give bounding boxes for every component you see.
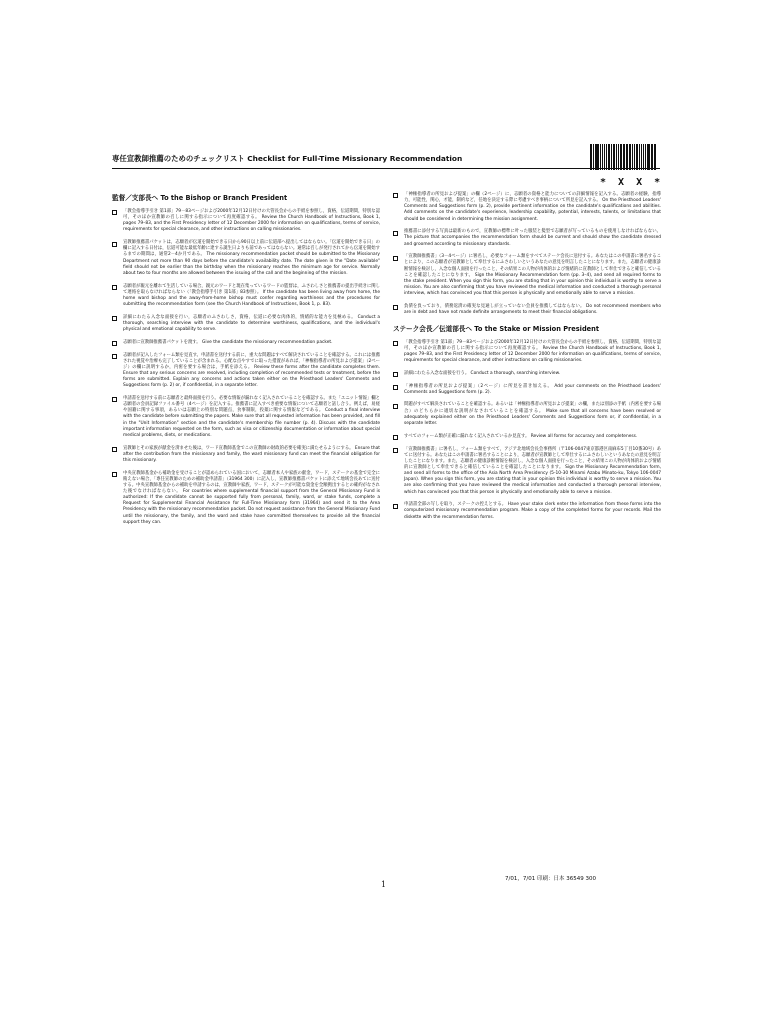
barcode-bar: [616, 144, 617, 170]
barcode-bar: [611, 144, 612, 170]
barcode-bar: [629, 144, 632, 170]
checklist-item-text: 問題がすべて解決されていることを確認する。あるいは「神権指導者の所見および提案」の欄，または別添の手紙（内密を要する場合）のどちらかに適切な説明がなされていることを確認する。 Make sure that all concerns have been resolved or adequately explained either on the Priesthood Leaders' Comments and Suggestions form or, if confidential, in a separate letter.: [404, 402, 661, 426]
checklist-bishop: [112, 209, 380, 526]
barcode-bar: [632, 144, 633, 170]
checkbox[interactable]: [393, 448, 398, 453]
checklist-item: [112, 396, 380, 439]
checklist-item: [112, 284, 380, 309]
checkbox[interactable]: [393, 404, 398, 409]
barcode-bar: [624, 144, 625, 170]
checklist-stake: [393, 340, 661, 521]
checklist-item-text: 「教会指導手引き 第1部」79－83ページおよび2000年12月12日付けの大管長会からの手紙を参照し，資格，伝道期間，特別な認可，そのほか宣教師の召しに関する指示について再度確認する。 Review the Church Handbook of Instructions, Book 1, pages 79–83, and the First Presidency letter of 12 December 2000 for information on qualifications, terms of service, requirements for special clearance, and other instructions on calling missionaries.: [123, 209, 380, 233]
checkbox[interactable]: [112, 472, 117, 477]
checkbox[interactable]: [112, 397, 117, 402]
page-title: 専任宣教師推薦のためのチェックリスト Checklist for Full-Time Missionary Recommendation: [112, 150, 660, 169]
section-heading-stake: ステーク会長／伝道部長へ To the Stake or Mission President: [393, 324, 599, 333]
checkbox[interactable]: [393, 372, 398, 377]
checkbox[interactable]: [112, 354, 117, 359]
checklist-item: [393, 371, 661, 377]
checkbox[interactable]: [112, 242, 117, 247]
checkbox[interactable]: [393, 504, 398, 509]
checklist-item-text: 「神権指導者の所見および提案」の欄（2ページ）に，志願者の資格と能力についての詳細情報を記入する。志願者の経験，指導力，可能性，関心，才能，制約など，任地を決定する際に考慮すべき事柄について所見を記入する。 On the Priesthood Leaders' Comments and Suggestions form (p. 2), provide pertinent information on the candidate's qualifications and abilities. Add comments on the candidate's experience, leadership capability, potential, interests, talents, or limitations that should be considered in determining the mission assignment.: [404, 192, 661, 222]
barcode-bar: [645, 144, 646, 170]
checklist-item: [112, 240, 380, 277]
checklist-item: [393, 340, 661, 365]
checklist-item: [112, 446, 380, 464]
barcode-bar: [596, 144, 599, 170]
checklist-item-text: 志願者に宣教師推薦書パケットを渡す。 Give the candidate the missionary recommendation packet.: [123, 339, 333, 345]
checklist-item-text: 宣教師とその家族が献金を済ませた後は，ワード宣教師基金でこの宣教師の財政的必要を確実に満たせるようにする。 Ensure that after the contribution from the missionary and family, the ward missionary fund can meet the financial obligation for this missionary.: [123, 445, 380, 463]
barcode-bar: [590, 144, 592, 170]
checklist-item: [393, 192, 661, 223]
checklist-item: [112, 209, 380, 234]
right-column: [393, 192, 661, 527]
checklist-item: [393, 447, 661, 496]
checklist-item-text: 詳細にわたる入念な面接を行う。 Conduct a thorough, searching interview.: [404, 370, 561, 376]
checklist-item: [393, 402, 661, 427]
barcode-bar: [647, 144, 650, 170]
checklist-item-text: 志願者が記入したフォーム類を見直す。申請書を送付する前に，重大な問題はすべて解決されていることを確認する。これには推薦された視覚や治療も完了していることが含まれる。心配な点やすでに取った措置があれば，「神権指導者の所見および提案」（2ページ）の欄に説明するか，内密を要する場合は，手紙を添える。 Review these forms after the candidate completes them. Ensure that any serious concerns are resolved, including completion of recommended tests or treatment, before the forms are submitted. Explain any concerns and actions taken either on the Priesthood Leaders' Comments and Suggestions form (p. 2) or, if confidential, in a separate letter.: [123, 352, 380, 389]
barcode-bar: [643, 144, 645, 170]
page-number: 1: [381, 880, 387, 889]
barcode-bar: [641, 144, 642, 170]
barcode-bar: [606, 144, 607, 170]
checklist-item-text: 「神権指導者の所見および提案」（2ページ）に所見を書き加える。 Add your comments on the Priesthood Leaders' Comments and Suggestions form (p. 2).: [404, 383, 661, 395]
barcode-bar: [626, 144, 628, 170]
checkbox[interactable]: [393, 385, 398, 390]
checklist-item-text: 「宣教師推薦書」に署名し，フォーム類をすべて，アジア北地域会長会事務所（〒106-0047東京都港区南麻布5丁目10番30号）あてに送付する。あなたはこの申請書に署名することにより，志願者が宣教師として奉仕するにふさわしいというあなたの意見を明言したことになります。また，志願者の健康診断情報を検討し，入念な個人面接を行ったこと，その結果この人物が肉体的および情緒的に宣教師として奉仕できると確信していることを確認したことになります。 Sign the Missionary Recommendation form, and send all forms to the office of the Asia North Area Presidency (5-10-30 Minami Azabu Minato-ku, Tokyo 106-0047 Japan). When you sign this form, you are stating that in your opinion this individual is worthy to serve a mission. You are also confirming that you have reviewed the medical information and conducted a thorough personal interview, which has convinced you that this person is physically and emotionally able to serve a mission.: [404, 446, 661, 495]
barcode-bar: [595, 144, 596, 170]
barcode-bar: [593, 144, 594, 170]
checklist-item: [393, 229, 661, 247]
checkbox[interactable]: [112, 285, 117, 290]
checklist-item: [112, 315, 380, 333]
checklist-item: [393, 304, 661, 316]
barcode: [590, 144, 656, 170]
checkbox[interactable]: [112, 341, 117, 346]
checkbox[interactable]: [393, 341, 398, 346]
left-column: [112, 192, 380, 532]
barcode-bar: [608, 144, 610, 170]
barcode-bar: [602, 144, 604, 170]
barcode-bar: [623, 144, 624, 170]
checkbox[interactable]: [393, 305, 398, 310]
barcode-bar: [651, 144, 652, 170]
checkbox[interactable]: [393, 231, 398, 236]
checkbox[interactable]: [112, 447, 117, 452]
checkbox[interactable]: [393, 256, 398, 261]
section-heading-bishop: 監督／支部長へ To the Bishop or Branch President: [112, 194, 288, 202]
checklist-item-text: 志願者が親元を離れて生活している場合，親元のワードと現在集っているワードの監督は，ふさわしさと推薦書の提出手続きに関して連絡を取らなければならない（「教会指導手引き 第1部」83参照）。 If the candidate has been living away from home, the home ward bishop and the away-from-home bishop must confer regarding worthiness and the procedures for submitting the recommendation form (see the Church Handbook of Instructions, Book 1, p. 83).: [123, 283, 380, 308]
checklist-item-text: 「宣教師推薦書」（3－4ページ）に署名し，必要なフォーム類をすべてステーク会長に送付する。あなたはこの申請書に署名することにより，この志願者が宣教師として奉仕するにふさわしいというあなたの意見を明言したことになります。また，志願者の健康診断情報を検討し，入念な個人面接を行ったこと，その結果この人物が肉体的および情緒的に宣教師として奉仕できると確信していることを確認したことになります。 Sign the Missionary Recommendation form (pp. 3–4), and send all required forms to the stake president. When you sign this form, you are stating that in your opinion this individual is worthy to serve a mission. You are also confirming that you have reviewed the medical information and conducted a thorough personal interview, which has convinced you that this person is physically and emotionally able to serve a mission.: [404, 254, 661, 297]
barcode-bar: [652, 144, 653, 170]
checklist-item: [393, 502, 661, 520]
checklist-item: [393, 434, 661, 440]
checkbox[interactable]: [393, 193, 398, 198]
checkbox[interactable]: [112, 316, 117, 321]
checklist-item-text: 推薦書に添付する写真は最新のもので，宣教師の標準に叶った服装と髪型で志願者が写っているものを使用しなければならない。 The picture that accompanies the recommendation form should be current and should show the candidate dressed and groomed according to missionary standards.: [404, 229, 661, 247]
barcode-bar: [634, 144, 635, 170]
checklist-item: [393, 254, 661, 297]
checklist-item-text: 詳細にわたる入念な面接を行い，志願者のふさわしさ，資格，伝道に必要な肉体的，情緒的な能力を見極める。 Conduct a thorough, searching interview with the candidate to determine worthiness, qualifications, and the individual's physical and emotional capability to serve.: [123, 314, 380, 332]
print-code: 7/01，7/01 印刷：日本 36549 300: [505, 876, 596, 882]
checklist-item: [112, 340, 380, 346]
checklist-item: [393, 384, 661, 396]
barcode-bar: [620, 144, 622, 170]
checklist-item-text: 中央宣教師基金から補助金を受けることが認められている国において，志願者本人や家族の献金，ワード，ステークの基金で完全に賄えない場合，「専任宣教師のための補助金申請書」（31964 300）に記入し，宣教師推薦書パケットに添えて地域会長あてに送付する。中央宣教師基金からの補助を申請するのは，宣教師や家族，ワード，ステークが可能な資金を全額拠出するとの確約がなされた後でなければならない。 For countries where supplemental financial support from the General Missionary Fund is authorized: If the candidate cannot be supported fully from personal, family, ward, or stake funds, complete a Request for Supplemental Financial Assistance for Full-Time Missionary form (31964) and send it to the Area Presidency with the missionary recommendation packet. Do not request assistance from the General Missionary Fund until the missionary, the family, and the ward and stake have committed themselves to provide all the financial support they can.: [123, 470, 380, 525]
checklist-item-text: 申請書を送付する前に志願者と最終面接を行う。必要な情報が漏れなく記入されていることを確認する。また「ユニット情報」欄と志願者の会員記録ファイル番号（4ページ）を記入する。推薦書に記入すべき重要な情報について志願者と話し合う。例えば，易経や国籍に関する事項，あるいは志願上の特別な問題点，食事制限，投薬に関する情報などである。 Conduct a final interview with the candidate before submitting the papers. Make sure that all requested information has been provided, and fill in the "Unit Information" section and the candidate's membership file number (p. 4). Discuss with the candidate important information requested on the form, such as visa or citizenship documentation or information about special medical problems, diets, or medications.: [123, 395, 380, 438]
checklist-bishop-continued: [393, 192, 661, 316]
checkbox[interactable]: [393, 435, 398, 440]
checkbox[interactable]: [112, 210, 117, 215]
checklist-item-text: 宣教師推薦書パケットは，志願者が伝道を開始できる日から90日以上前に伝道部へ提出してはならない。「伝道を開始できる日」の欄に記入する日付は，伝道可能な最低年齢に達する誕生日よりも前であってはならない。通常は召しが発行されてから伝道を開始するまでの期間は，通常2－4か月である。 The missionary recommendation packet should be submitted to the Missionary Department not more than 90 days before the candidate's availability date. The date given in the "Date available" field should not be earlier than the birthday when the missionary reaches the minimum age for service. Normally about two to four months are allowed between the issuing of the call and the beginning of the mission.: [123, 240, 380, 276]
checklist-item-text: 「教会指導手引き 第1部」79－83ページおよび2000年12月12日付けの大管長会からの手紙を参照し，資格，伝道期間，特別な認可，そのほか宣教師の召しに関する指示について再度確認する。 Review the Church Handbook of Instructions, Book 1, pages 79–83, and the First Presidency letter of 12 December 2000 for information on qualifications, terms of service, requirements for special clearance, and other instructions on calling missionaries.: [404, 339, 661, 364]
barcode-bar: [639, 144, 640, 170]
barcode-code: * X X *: [600, 177, 664, 188]
barcode-bar: [604, 144, 605, 170]
barcode-bar: [613, 144, 616, 170]
checklist-item: [112, 353, 380, 390]
checklist-item-text: 負債を負っており，債務返済の確実な見通しが立っていない会員を推薦してはならない。 Do not recommend members who are in debt and have not made definite arrangements to meet their financial obligations.: [404, 303, 661, 315]
checklist-item-text: 申請書全部の写しを取り，ステークの控えとする。 Have your stake clerk enter the information from these forms into the computerized missionary recommendation program. Make a copy of the completed forms for your records. Mail the diskette with the recommendation forms.: [404, 502, 661, 520]
checklist-item: [112, 471, 380, 526]
checklist-item-text: すべてのフォーム類が正確に漏れなく記入されているか見直す。 Review all forms for accuracy and completeness.: [404, 433, 638, 439]
barcode-bar: [618, 144, 619, 170]
barcode-bar: [654, 144, 656, 170]
barcode-bar: [600, 144, 601, 170]
barcode-bar: [636, 144, 638, 170]
